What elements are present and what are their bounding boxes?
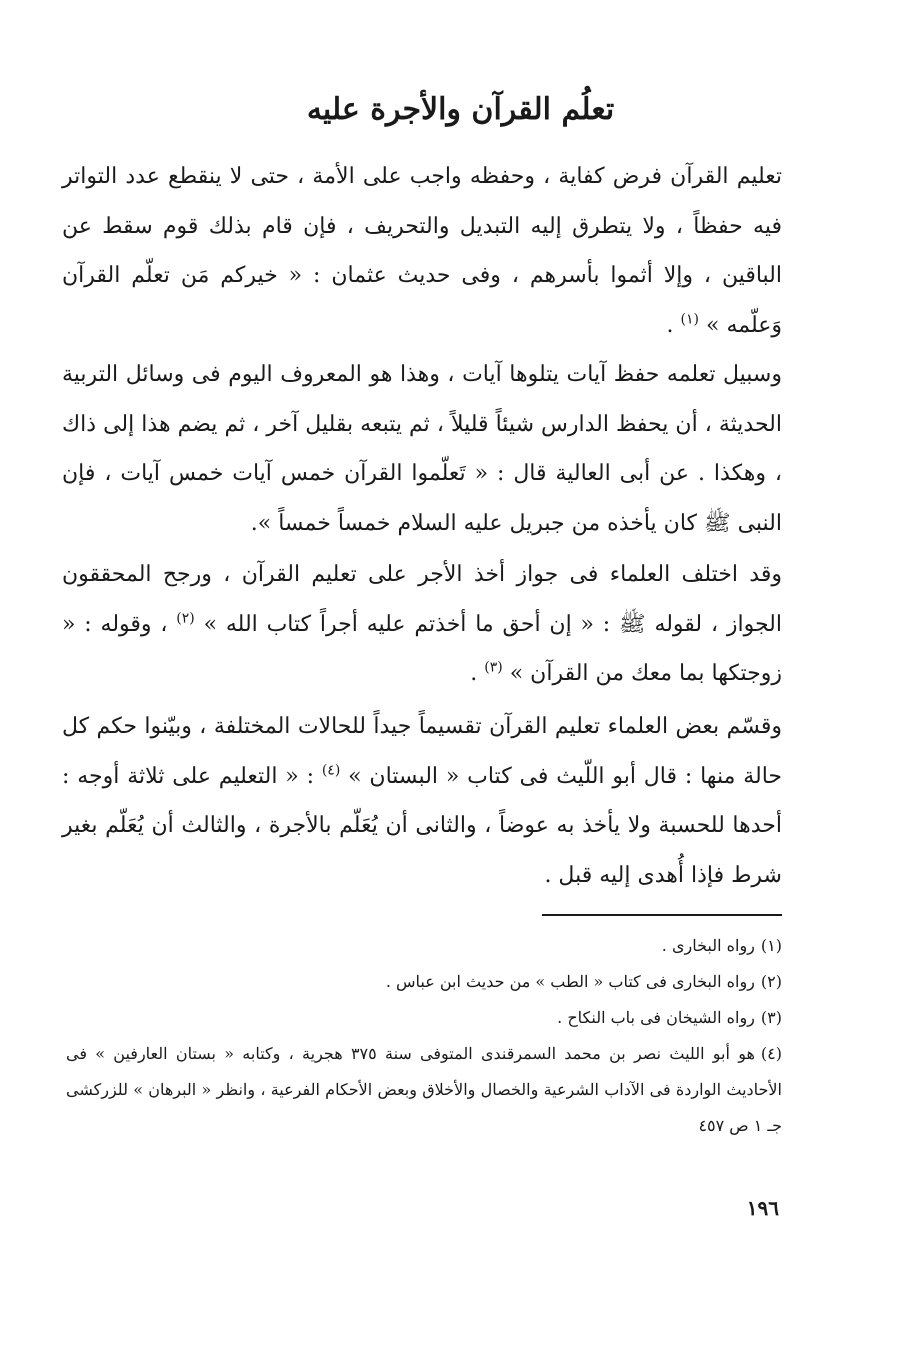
footnote-ref-3: (٣) (484, 659, 503, 676)
paragraph-3-text-a: وقد اختلف العلماء فى جواز أخذ الأجر على تعليم القرآن ، ورجح المحققون الجواز ، لقوله ﷺ : « إن أحق ما أخذتم عليه أجراً كتاب الله » (62, 562, 782, 637)
footnote-2 (66, 964, 782, 1000)
footnote-4-number: (٤) (760, 1044, 783, 1063)
footnote-2-text: رواه البخارى فى كتاب « الطب » من حديث ابن عباس . (385, 972, 755, 991)
footnote-1-number: (١) (760, 936, 782, 955)
paragraph-3-end: . (470, 661, 485, 686)
footnote-2-number: (٢) (760, 972, 782, 991)
paragraph-4-text-a: وقسّم بعض العلماء تعليم القرآن تقسيماً جيداً للحالات المختلفة ، وبيّنوا حكم كل حالة منها : قال أبو اللّيث فى كتاب « البستان » (62, 714, 783, 789)
footnote-4-text: هو أبو الليث نصر بن محمد السمرقندى المتوفى سنة ٣٧٥ هجرية ، وكتابه « بستان العارفين » فى الأحاديث الواردة فى الآداب الشرعية والخصال والأخلاق وبعض الأحكام الفرعية ، وانظر « البرهان » للزركشى جـ ١ ص ٤٥٧ (66, 1044, 782, 1135)
paragraph-3-text-b: ، وقوله : « زوجتكها بما معك من القرآن » (62, 611, 782, 686)
paragraph-1 (62, 152, 782, 350)
footnote-3-text: رواه الشيخان فى باب النكاح . (557, 1008, 755, 1027)
footnote-divider (542, 914, 782, 916)
footnote-ref-1: (١) (680, 311, 699, 328)
page-number: ١٩٦ (746, 1196, 779, 1220)
footnote-ref-4: (٤) (321, 762, 341, 779)
footnote-ref-2: (٢) (176, 610, 195, 627)
footnote-1 (66, 928, 782, 964)
footnote-3-number: (٣) (760, 1008, 782, 1027)
footnotes-list (66, 928, 782, 1144)
footnote-3 (66, 1000, 782, 1036)
page-title: تعلُم القرآن والأجرة عليه (306, 92, 615, 127)
paragraph-1-end: . (666, 312, 681, 338)
paragraph-2 (62, 350, 782, 548)
paragraph-4-text-b: : « التعليم على ثلاثة أوجه : أحدها للحسبة ولا يأخذ به عوضاً ، والثانى أن يُعَلّم بالأجرة ، والثالث أن يُعَلّم بغير شرط فإذا أُهدى إليه قبل . (62, 763, 783, 888)
paragraph-4 (62, 702, 782, 900)
paragraph-3 (62, 550, 782, 699)
paragraph-2-text: وسبيل تعلمه حفظ آيات يتلوها آيات ، وهذا هو المعروف اليوم فى وسائل التربية الحديثة ، أن يحفظ الدارس شيئاً قليلاً ، ثم يتبعه بقليل آخر ، ثم يضم هذا إلى ذاك ، وهكذا . عن أبى العالية قال : « تَعلّموا القرآن خمس آيات خمس آيات ، فإن النبى ﷺ كان يأخذه من جبريل عليه السلام خمساً خمساً ». (62, 362, 782, 536)
footnote-4 (66, 1036, 782, 1144)
paragraph-1-text: تعليم القرآن فرض كفاية ، وحفظه واجب على الأمة ، حتى لا ينقطع عدد التواتر فيه حفظاً ، ولا يتطرق إليه التبديل والتحريف ، فإن قام بذلك قوم سقط عن الباقين ، وإلا أثموا بأسرهم ، وفى حديث عثمان : « خيركم مَن تعلّم القرآن وَعلّمه » (62, 164, 782, 338)
footnote-1-text: رواه البخارى . (661, 936, 755, 955)
